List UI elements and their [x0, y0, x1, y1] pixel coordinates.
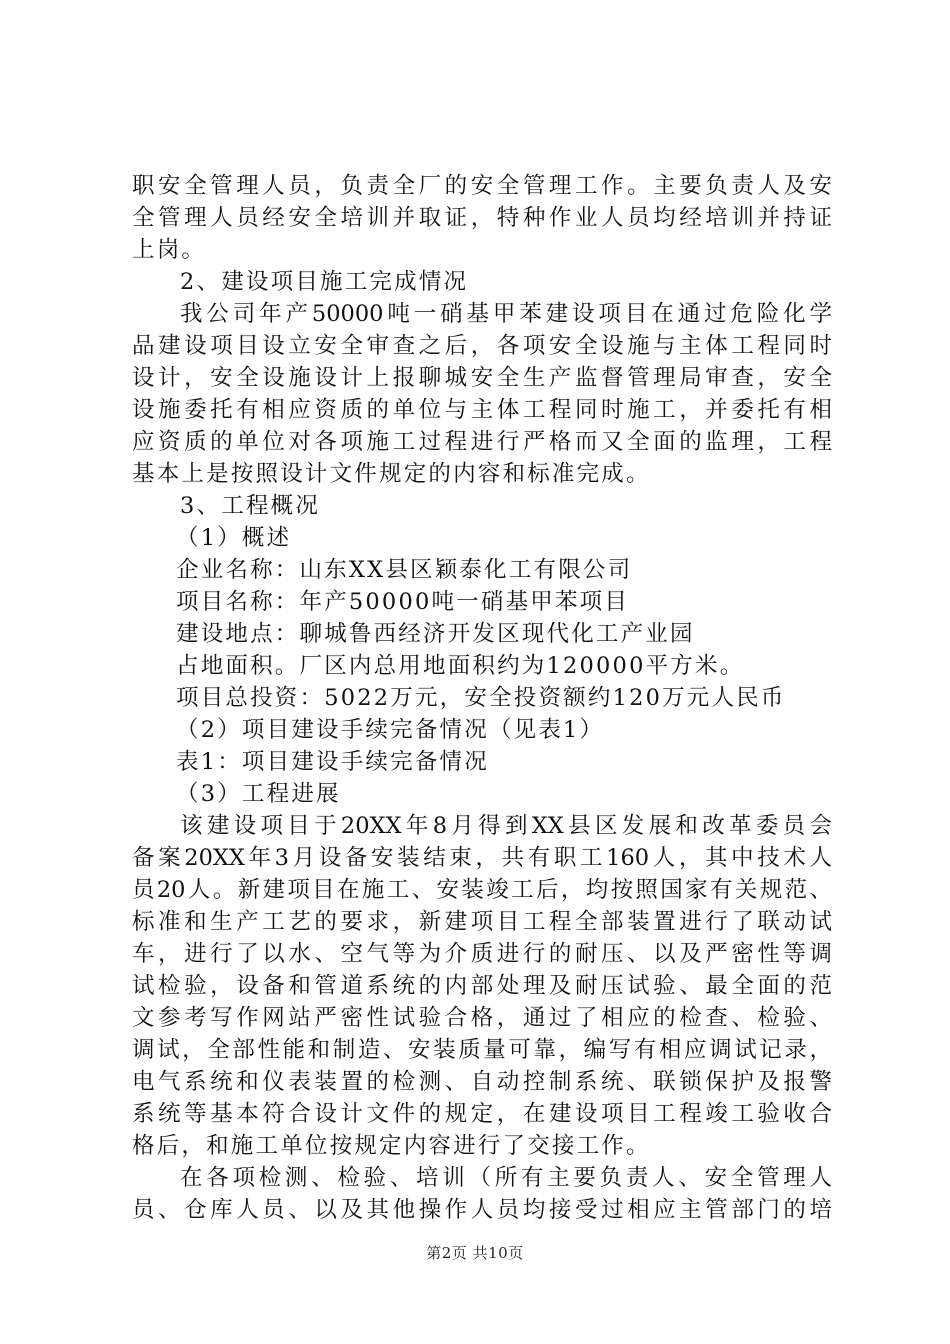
info-line: 占地面积。厂区内总用地面积约为120000平方米。 — [176, 653, 745, 679]
text-line: 电气系统和仪表装置的检测、自动控制系统、联锁保护及报警 — [132, 1069, 832, 1095]
text-line: 应资质的单位对各项施工过程进行严格而又全面的监理，工程 — [132, 429, 832, 455]
text-line: 备案20XX年3月设备安装结束，共有职工160人，其中技术人 — [132, 845, 832, 871]
subsection-heading: （3）工程进展 — [176, 781, 341, 807]
info-line: 建设地点：聊城鲁西经济开发区现代化工产业园 — [176, 621, 695, 647]
info-line: 项目名称：年产50000吨一硝基甲苯项目 — [176, 589, 630, 615]
text-line: 职安全管理人员，负责全厂的安全管理工作。主要负责人及安 — [132, 173, 832, 199]
text-line: 在各项检测、检验、培训（所有主要负责人、安全管理人 — [180, 1165, 832, 1191]
info-line: 项目总投资：5022万元，安全投资额约120万元人民币 — [176, 685, 786, 711]
text-line: 该建设项目于20XX年8月得到XX县区发展和改革委员会 — [180, 813, 832, 839]
text-line: 设施委托有相应资质的单位与主体工程同时施工，并委托有相 — [132, 397, 832, 423]
text-line: 基本上是按照设计文件规定的内容和标准完成。 — [132, 461, 651, 487]
text-line: 车，进行了以水、空气等为介质进行的耐压、以及严密性等调 — [132, 941, 832, 967]
text-line: 设计，安全设施设计上报聊城安全生产监督管理局审查，安全 — [132, 365, 832, 391]
text-line: 全管理人员经安全培训并取证，特种作业人员均经培训并持证 — [132, 205, 832, 231]
table-caption: 表1：项目建设手续完备情况 — [176, 749, 489, 775]
page-number: 第2页 共10页 — [426, 1244, 524, 1262]
document-body — [132, 170, 832, 1226]
text-line: 系统等基本符合设计文件的规定，在建设项目工程竣工验收合 — [132, 1101, 832, 1127]
info-line: 企业名称：山东XX县区颖泰化工有限公司 — [176, 557, 633, 583]
subsection-heading: （1）概述 — [176, 525, 292, 551]
text-line: 格后，和施工单位按规定内容进行了交接工作。 — [132, 1133, 651, 1159]
section-heading: 2、建设项目施工完成情况 — [180, 269, 469, 295]
text-line: 调试，全部性能和制造、安装质量可靠，编写有相应调试记录， — [132, 1037, 832, 1063]
section-heading: 3、工程概况 — [180, 493, 321, 519]
text-line: 我公司年产50000吨一硝基甲苯建设项目在通过危险化学 — [180, 301, 832, 327]
text-line: 品建设项目设立安全审查之后，各项安全设施与主体工程同时 — [132, 333, 832, 359]
text-line: 试检验，设备和管道系统的内部处理及耐压试验、最全面的范 — [132, 973, 832, 999]
text-line: 文参考写作网站严密性试验合格，通过了相应的检查、检验、 — [132, 1005, 832, 1031]
text-line: 上岗。 — [132, 237, 207, 263]
text-line: 标准和生产工艺的要求，新建项目工程全部装置进行了联动试 — [132, 909, 832, 935]
subsection-heading: （2）项目建设手续完备情况（见表1） — [176, 717, 605, 743]
text-line: 员、仓库人员、以及其他操作人员均接受过相应主管部门的培 — [132, 1197, 832, 1223]
text-line: 员20人。新建项目在施工、安装竣工后，均按照国家有关规范、 — [132, 877, 832, 903]
